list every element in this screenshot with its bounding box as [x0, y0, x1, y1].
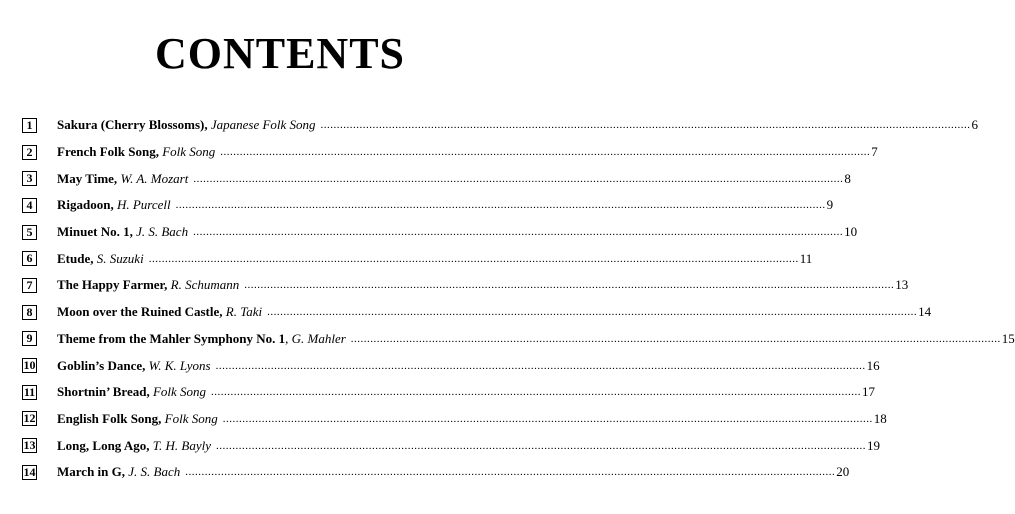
entry-title: Shortnin’ Bread, — [57, 384, 150, 400]
entry-page-number: 6 — [971, 117, 979, 133]
entry-page-number: 18 — [873, 410, 887, 426]
entry-title: The Happy Farmer, — [57, 277, 168, 293]
dot-leader: ........................................................................................................................................................................................................ — [148, 252, 799, 265]
toc-entry[interactable] — [22, 272, 909, 299]
toc-entry[interactable] — [22, 299, 932, 326]
dot-leader: ........................................................................................................................................................................................................ — [220, 146, 871, 159]
table-of-contents — [22, 112, 1015, 486]
entry-page-number: 9 — [826, 197, 834, 213]
entry-composer: Japanese Folk Song — [210, 117, 316, 133]
entry-composer: Folk Song — [164, 410, 218, 426]
entry-number: 14 — [23, 464, 36, 479]
entry-page-number: 16 — [866, 357, 880, 373]
page-title: CONTENTS — [154, 29, 406, 78]
entry-composer: J. S. Bach — [128, 464, 181, 480]
entry-page-number: 8 — [844, 170, 851, 186]
entry-composer: Folk Song — [162, 144, 216, 160]
dot-leader: ........................................................................................................................................................................................................ — [244, 279, 895, 292]
entry-composer: J. S. Bach — [136, 224, 189, 240]
dot-leader: ........................................................................................................................................................................................................ — [193, 226, 844, 239]
entry-page-number: 14 — [918, 304, 932, 320]
toc-entry[interactable] — [22, 165, 851, 192]
toc-entry[interactable]: 9 Theme from the Mahler Symphony No. 1 , G. Mahler ........................................................................................................................................................................................................ 15 — [22, 326, 518, 353]
entry-number: 10 — [23, 358, 36, 373]
toc-entry[interactable] — [22, 139, 878, 166]
entry-composer: Folk Song — [152, 384, 207, 400]
entry-title: Long, Long Ago, — [57, 437, 150, 453]
entry-title: March in G, — [57, 464, 126, 480]
dot-leader: ........................................................................................................................................................................................................ — [350, 332, 1001, 345]
entry-number: 12 — [23, 411, 36, 426]
toc-entry[interactable] — [22, 379, 876, 406]
entry-composer: S. Suzuki — [96, 250, 144, 266]
entry-number: 1 — [22, 118, 37, 133]
toc-entry[interactable] — [22, 459, 850, 486]
toc-entry[interactable] — [22, 406, 887, 433]
toc-entry[interactable] — [22, 192, 834, 219]
entry-page-number: 17 — [862, 384, 876, 400]
entry-page-number: 19 — [866, 437, 880, 453]
dot-leader: ........................................................................................................................................................................................................ — [175, 199, 826, 212]
toc-entry[interactable] — [22, 432, 880, 459]
toc-entry[interactable] — [22, 245, 813, 272]
entry-number: 11 — [23, 384, 36, 399]
entry-title: Moon over the Ruined Castle, — [57, 304, 223, 320]
entry-number: 3 — [22, 171, 37, 186]
toc-entry[interactable] — [22, 219, 858, 246]
entry-title: Minuet No. 1, — [57, 224, 133, 240]
dot-leader: ........................................................................................................................................................................................................ — [215, 439, 866, 452]
entry-composer: H. Purcell — [116, 197, 171, 213]
dot-leader: ........................................................................................................................................................................................................ — [211, 386, 862, 399]
entry-title: Theme from the Mahler Symphony No. 1 — [57, 330, 286, 346]
entry-page-number: 13 — [895, 277, 909, 293]
entry-composer: R. Schumann — [170, 277, 240, 293]
entry-composer: R. Taki — [225, 304, 263, 320]
entry-composer: G. Mahler — [291, 330, 346, 346]
entry-page-number: 10 — [844, 224, 858, 240]
entry-page-number: 7 — [871, 144, 878, 160]
dot-leader: ........................................................................................................................................................................................................ — [222, 412, 873, 425]
entry-number: 13 — [23, 438, 36, 453]
entry-composer: W. K. Lyons — [148, 357, 211, 373]
entry-title: Rigadoon, — [57, 197, 114, 213]
toc-entry[interactable] — [22, 112, 979, 139]
dot-leader: ........................................................................................................................................................................................................ — [185, 466, 836, 479]
entry-title: Etude, — [57, 250, 94, 266]
dot-leader: ........................................................................................................................................................................................................ — [267, 306, 918, 319]
dot-leader: ........................................................................................................................................................................................................ — [215, 359, 866, 372]
toc-entry[interactable] — [22, 352, 880, 379]
entry-composer: T. H. Bayly — [152, 437, 211, 453]
entry-number: 7 — [22, 278, 37, 293]
entry-title: Sakura (Cherry Blossoms), — [57, 117, 208, 133]
entry-number: 2 — [22, 145, 37, 160]
entry-title: English Folk Song, — [57, 410, 162, 426]
entry-page-number: 20 — [836, 464, 850, 480]
entry-title: Goblin’s Dance, — [57, 357, 146, 373]
dot-leader: ........................................................................................................................................................................................................ — [320, 119, 971, 132]
entry-composer: W. A. Mozart — [120, 170, 189, 186]
entry-number: 6 — [22, 251, 37, 266]
entry-title: May Time, — [57, 170, 118, 186]
entry-number: 5 — [22, 225, 37, 240]
entry-number: 9 — [22, 331, 37, 346]
entry-page-number: 11 — [799, 250, 813, 266]
entry-number: 4 — [22, 198, 37, 213]
entry-title: French Folk Song, — [57, 144, 159, 160]
dot-leader: ........................................................................................................................................................................................................ — [193, 172, 844, 185]
entry-page-number: 15 — [1001, 330, 1015, 346]
entry-number: 8 — [22, 305, 37, 320]
